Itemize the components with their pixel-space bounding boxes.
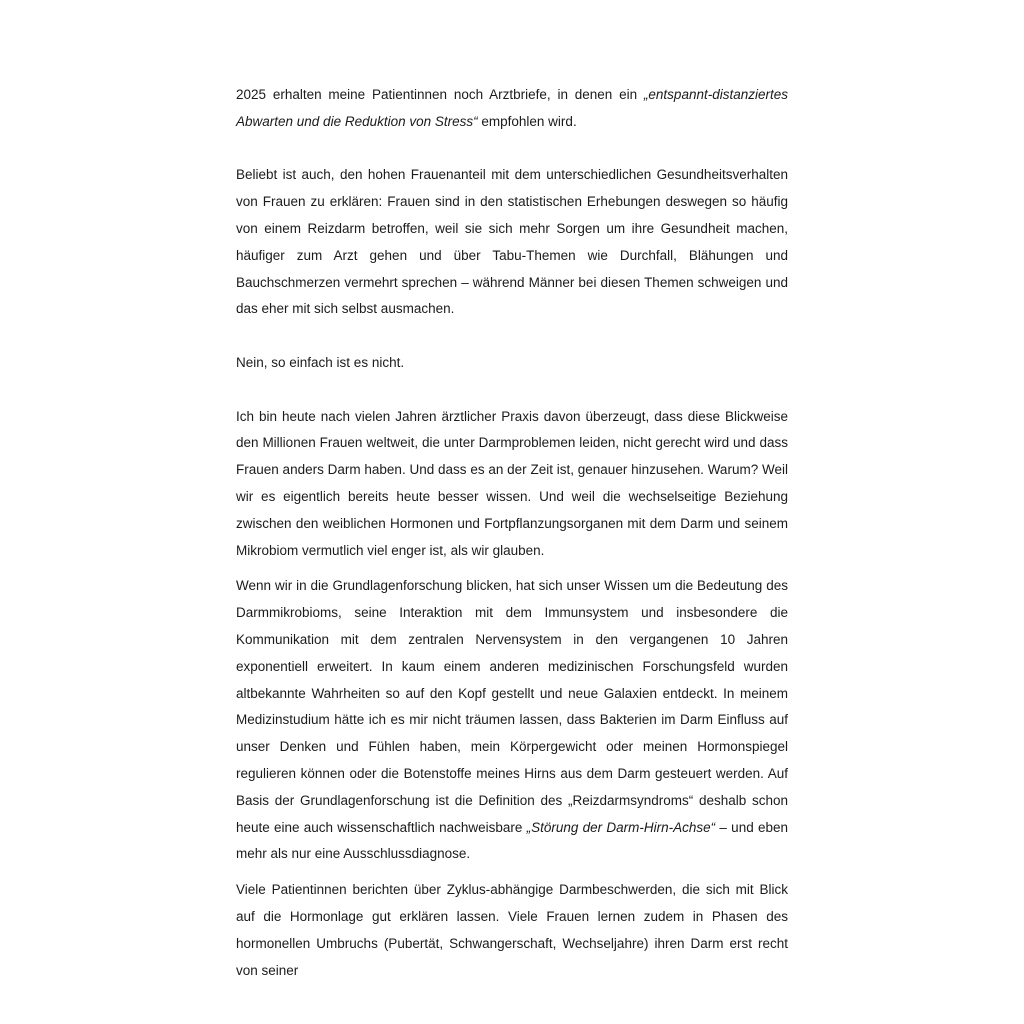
paragraph-text: Wenn wir in die Grundlagenforschung blicken, hat sich unser Wissen um die Bedeutung des Darmmikrobioms, seine Interaktion mit dem Immunsystem und insbesondere die Kommunikation mit dem zentralen Nervensystem in den vergangenen 10 Jahren exponentiell erweitert. In kaum einem anderen medizinischen Forschungsfeld wurden altbekannte Wahrheiten so auf den Kopf gestellt und neue Galaxien entdeckt. In meinem Medizinstudium hätte ich es mir nicht träumen lassen, dass Bakterien im Darm Einfluss auf unser Denken und Fühlen haben, mein Körpergewicht oder meinen Hormonspiegel regulieren können oder die Botenstoffe meines Hirns aus dem Darm gesteuert werden. Auf Basis der Grundlagenforschung ist die Definition des „Reizdarmsyndroms“ deshalb schon heute eine auch wissenschaftlich nachweisbare — [236, 578, 788, 835]
body-text — [236, 82, 788, 984]
paragraph-frauenanteil: Beliebt ist auch, den hohen Frauenanteil mit dem unterschiedlichen Gesundheitsverhalten von Frauen zu erklären: Frauen sind in den statistischen Erhebungen deswegen so häufig von einem Reizdarm betroffen, weil sie sich mehr Sorgen um ihre Gesundheit machen, häufiger zum Arzt gehen und über Tabu-Themen wie Durchfall, Blähungen und Bauchschmerzen vermehrt sprechen – während Männer bei diesen Themen schweigen und das eher mit sich selbst ausmachen. — [236, 167, 788, 317]
paragraph-ueberzeugung: Ich bin heute nach vielen Jahren ärztlicher Praxis davon überzeugt, dass diese Blickweise den Millionen Frauen weltweit, die unter Darmproblemen leiden, nicht gerecht wird und dass Frauen anders Darm haben. Und dass es an der Zeit ist, genauer hinzusehen. Warum? Weil wir es eigentlich bereits heute besser wissen. Und weil die wechselseitige Beziehung zwischen den weiblichen Hormonen und Fortpflanzungsorganen mit dem Darm und seinem Mikrobiom vermutlich viel enger ist, als wir glauben. — [236, 408, 788, 558]
italic-quote: „Störung der Darm-Hirn-Achse“ — [526, 819, 716, 835]
italic-quote: „entspannt-distanziertes Abwarten und die Reduktion von Stress“ — [236, 87, 788, 129]
paragraph-zyklus: Viele Patientinnen berichten über Zyklus-abhängige Darmbeschwerden, die sich mit Blick auf die Hormonlage gut erklären lassen. Viele Frauen lernen zudem in Phasen des hormonellen Umbruchs (Pubertät, Schwangerschaft, Wechseljahre) ihren Darm erst recht von seiner — [236, 882, 788, 978]
paragraph-text: empfohlen wird. — [477, 113, 577, 129]
paragraph-text: – und eben mehr als nur eine Ausschlussdiagnose. — [236, 819, 788, 862]
paragraph-text: 2025 erhalten meine Patientinnen noch Arztbriefe, in denen ein — [236, 87, 644, 102]
paragraph-nein: Nein, so einfach ist es nicht. — [236, 354, 405, 370]
paragraph-arztbriefe — [236, 82, 788, 136]
paragraph-grundlagenforschung — [236, 573, 788, 868]
